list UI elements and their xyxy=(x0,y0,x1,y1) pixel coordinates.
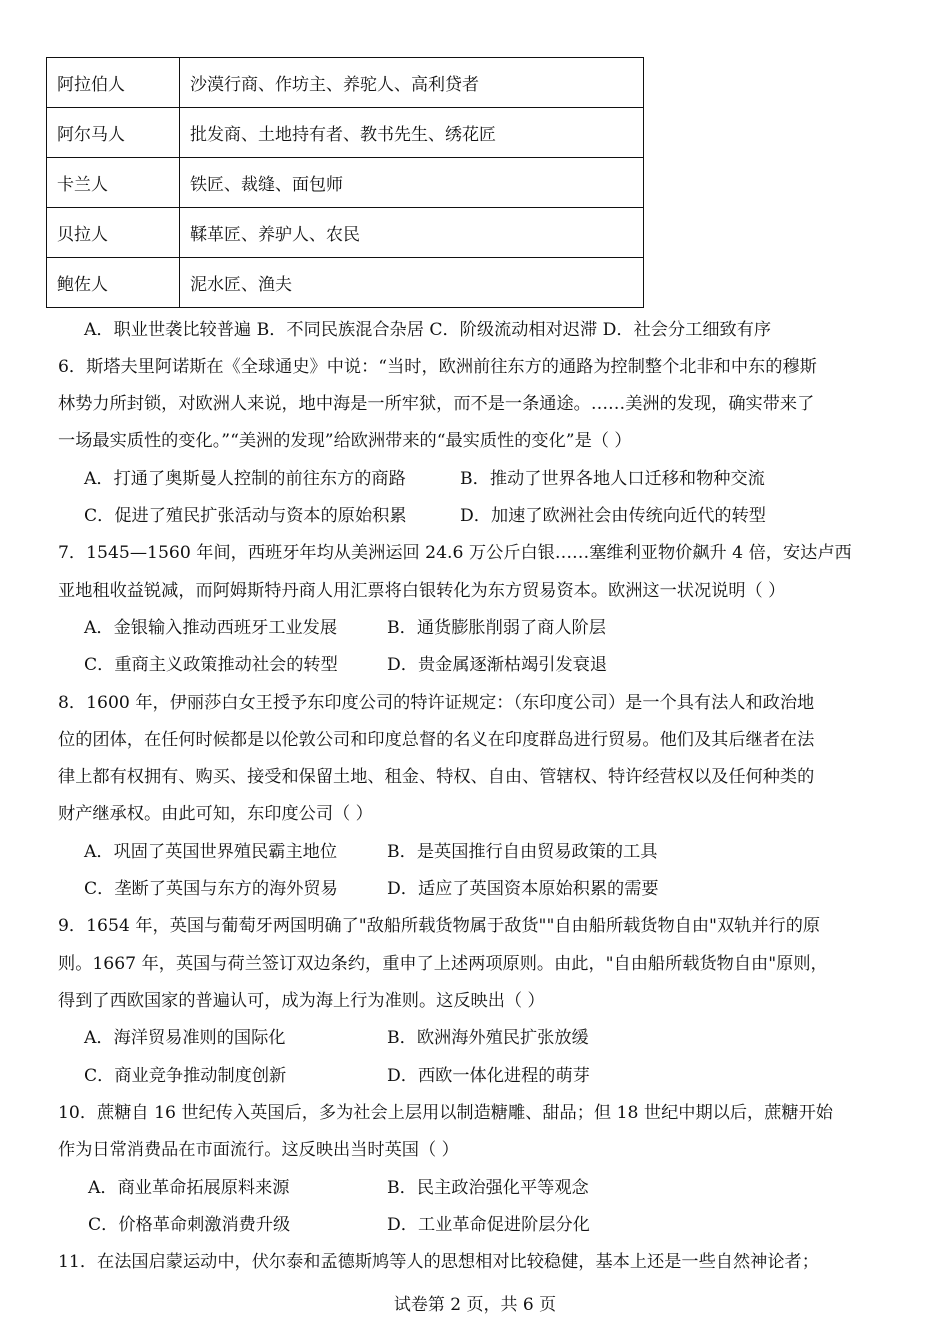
page-footer: 试卷第 2 页，共 6 页 xyxy=(393,1295,557,1315)
q7-option-b: B．通货膨胀削弱了商人阶层 xyxy=(387,618,606,638)
q7-option-d: D．贵金属逐渐枯竭引发衰退 xyxy=(387,655,608,675)
table-row xyxy=(47,158,644,208)
q9-option-b: B．欧洲海外殖民扩张放缓 xyxy=(387,1028,589,1048)
q10-stem-line: 作为日常消费品在市面流行。这反映出当时英国（ ） xyxy=(58,1140,459,1160)
q10-option-d: D．工业革命促进阶层分化 xyxy=(387,1215,590,1235)
q8-option-c: C．垄断了英国与东方的海外贸易 xyxy=(84,879,338,899)
q6-stem-line: 林势力所封锁，对欧洲人来说，地中海是一所牢狱，而不是一条通途。……美洲的发现，确实带来了 xyxy=(58,394,815,414)
q7-stem-line: 7．1545—1560 年间，西班牙年均从美洲运回 24.6 万公斤白银……塞维利亚物价飙升 4 倍，安达卢西 xyxy=(58,543,852,563)
table-row xyxy=(47,208,644,258)
q9-option-d: D．西欧一体化进程的萌芽 xyxy=(387,1066,590,1086)
q10-option-a: A．商业革命拓展原料来源 xyxy=(88,1178,290,1198)
table-row xyxy=(47,58,644,108)
ethnic-cell: 阿拉伯人 xyxy=(47,58,180,108)
q10-option-b: B．民主政治强化平等观念 xyxy=(387,1178,589,1198)
jobs-cell: 鞣革匠、养驴人、农民 xyxy=(180,208,644,258)
table-row xyxy=(47,108,644,158)
q7-option-c: C．重商主义政策推动社会的转型 xyxy=(84,655,338,675)
jobs-cell: 铁匠、裁缝、面包师 xyxy=(180,158,644,208)
ethnic-cell: 贝拉人 xyxy=(47,208,180,258)
q8-option-d: D．适应了英国资本原始积累的需要 xyxy=(387,879,659,899)
ethnic-cell: 卡兰人 xyxy=(47,158,180,208)
ethnic-cell: 阿尔马人 xyxy=(47,108,180,158)
q6-option-d: D．加速了欧洲社会由传统向近代的转型 xyxy=(460,506,766,526)
q7-option-a: A．金银输入推动西班牙工业发展 xyxy=(84,618,338,638)
jobs-cell: 沙漠行商、作坊主、养驼人、高利贷者 xyxy=(180,58,644,108)
q10-option-c: C．价格革命刺激消费升级 xyxy=(88,1215,291,1235)
jobs-cell: 批发商、土地持有者、教书先生、绣花匠 xyxy=(180,108,644,158)
q11-stem-line: 11．在法国启蒙运动中，伏尔泰和孟德斯鸠等人的思想相对比较稳健，基本上还是一些自然神论者； xyxy=(58,1252,819,1272)
q9-stem-line: 则。1667 年，英国与荷兰签订双边条约，重申了上述两项原则。由此，"自由船所载货物自由"原则， xyxy=(58,954,828,974)
q8-stem-line: 位的团体，在任何时候都是以伦敦公司和印度总督的名义在印度群岛进行贸易。他们及其后继者在法 xyxy=(58,730,815,750)
q7-stem-line: 亚地租收益锐减，而阿姆斯特丹商人用汇票将白银转化为东方贸易资本。欧洲这一状况说明（ ） xyxy=(58,581,786,601)
q6-option-b: B．推动了世界各地人口迁移和物种交流 xyxy=(460,469,765,489)
q9-stem-line: 得到了西欧国家的普遍认可，成为海上行为准则。这反映出（ ） xyxy=(58,991,545,1011)
q8-stem-line: 财产继承权。由此可知，东印度公司（ ） xyxy=(58,804,373,824)
jobs-cell: 泥水匠、渔夫 xyxy=(180,258,644,308)
q9-option-c: C．商业竞争推动制度创新 xyxy=(84,1066,287,1086)
q6-option-c: C．促进了殖民扩张活动与资本的原始积累 xyxy=(84,506,407,526)
q6-stem-line: 6．斯塔夫里阿诺斯在《全球通史》中说：“当时，欧洲前往东方的通路为控制整个北非和中东的穆斯 xyxy=(58,357,817,377)
q9-stem-line: 9．1654 年，英国与葡萄牙两国明确了"敌船所载货物属于敌货""自由船所载货物自由"双轨并行的原 xyxy=(58,916,821,936)
q6-stem-line: 一场最实质性的变化。”“美洲的发现”给欧洲带来的“最实质性的变化”是（ ） xyxy=(58,431,632,451)
q5-options: A．职业世袭比较普遍 B．不同民族混合杂居 C．阶级流动相对迟滞 D．社会分工细致有序 xyxy=(84,320,772,340)
ethnic-cell: 鲍佐人 xyxy=(47,258,180,308)
table-row xyxy=(47,258,644,308)
q8-option-b: B．是英国推行自由贸易政策的工具 xyxy=(387,842,658,862)
q8-stem-line: 律上都有权拥有、购买、接受和保留土地、租金、特权、自由、管辖权、特许经营权以及任何种类的 xyxy=(58,767,815,787)
q9-option-a: A．海洋贸易准则的国际化 xyxy=(84,1028,286,1048)
q6-option-a: A．打通了奥斯曼人控制的前往东方的商路 xyxy=(84,469,406,489)
q10-stem-line: 10．蔗糖自 16 世纪传入英国后，多为社会上层用以制造糖雕、甜品；但 18 世纪中期以后，蔗糖开始 xyxy=(58,1103,833,1123)
q8-option-a: A．巩固了英国世界殖民霸主地位 xyxy=(84,842,338,862)
occupation-table xyxy=(46,57,644,308)
q8-stem-line: 8．1600 年，伊丽莎白女王授予东印度公司的特许证规定：（东印度公司）是一个具有法人和政治地 xyxy=(58,693,815,713)
